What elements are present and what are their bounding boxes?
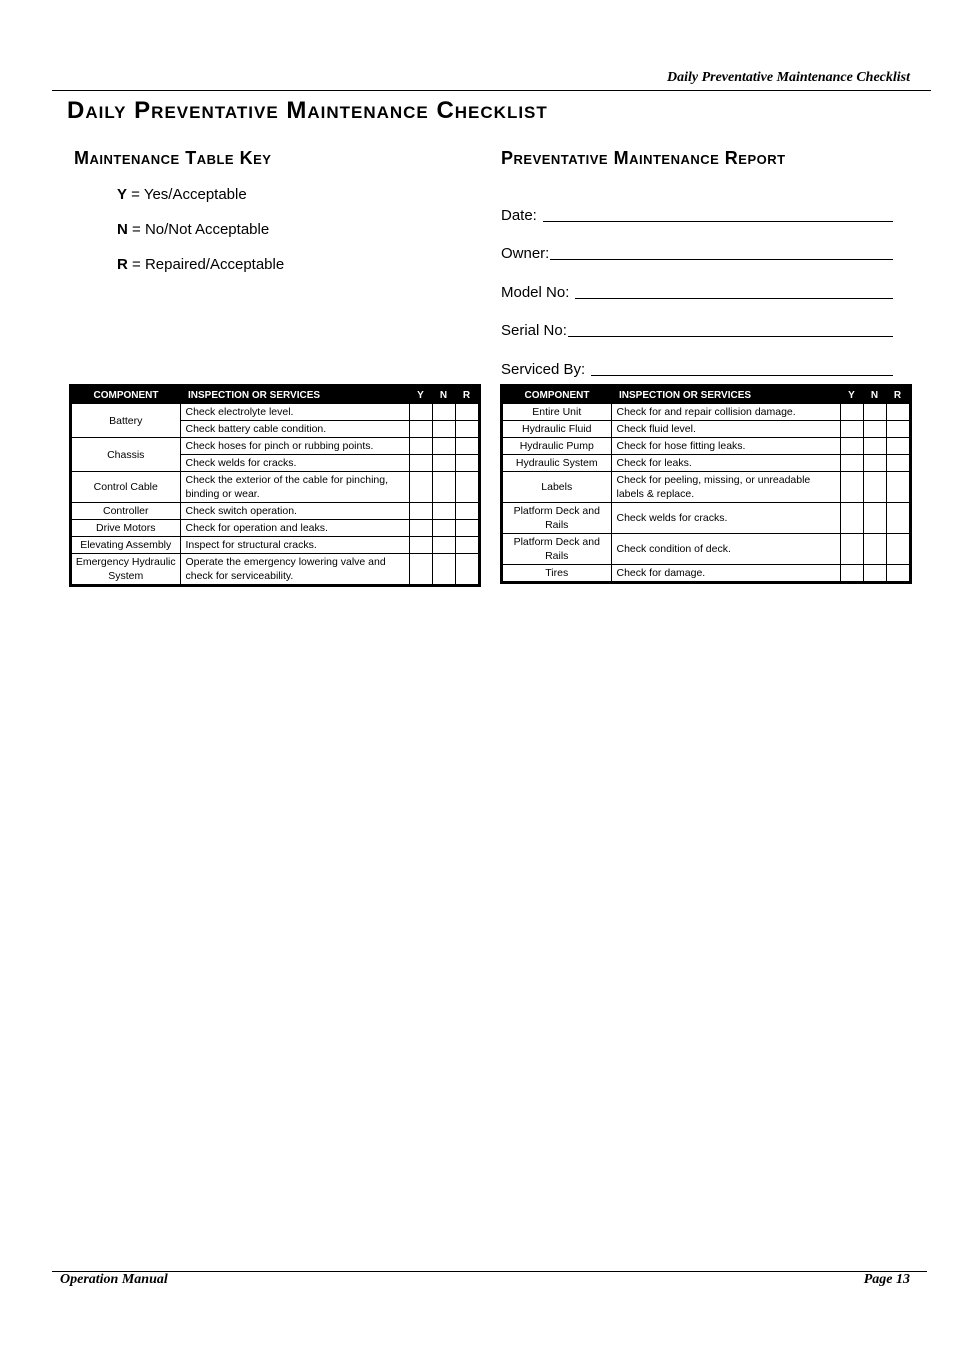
component-cell: Emergency Hydraulic System [71,554,181,586]
component-cell: Chassis [71,438,181,472]
y-checkbox[interactable] [409,438,432,455]
component-cell: Tires [502,565,612,583]
table-row [502,421,911,438]
r-checkbox[interactable] [455,520,480,537]
serviced-by-field[interactable] [501,340,893,379]
column-header-component: COMPONENT [502,386,612,404]
serial-no-label: Serial No: [501,322,567,339]
model-no-label: Model No: [501,283,570,301]
component-cell: Labels [502,472,612,503]
r-checkbox[interactable] [886,472,911,503]
y-checkbox[interactable] [840,565,863,583]
y-checkbox[interactable] [840,438,863,455]
component-cell: Hydraulic System [502,455,612,472]
column-header-y: Y [840,386,863,404]
table-row [502,565,911,583]
model-no-field[interactable] [501,263,893,302]
n-checkbox[interactable] [432,472,455,503]
y-checkbox[interactable] [840,472,863,503]
report-form [501,186,893,379]
table-row [502,503,911,534]
r-checkbox[interactable] [886,404,911,421]
column-header-inspection: INSPECTION OR SERVICES [180,386,409,404]
inspection-cell: Check welds for cracks. [611,503,840,534]
n-checkbox[interactable] [432,537,455,554]
n-checkbox[interactable] [432,554,455,586]
column-header-n: N [863,386,886,404]
component-cell: Hydraulic Fluid [502,421,612,438]
key-code: N [117,221,128,238]
footer-manual-title: Operation Manual [60,1272,168,1287]
table-header-row [71,386,480,404]
y-checkbox[interactable] [409,455,432,472]
y-checkbox[interactable] [840,404,863,421]
owner-label: Owner: [501,245,550,262]
column-header-r: R [886,386,911,404]
y-checkbox[interactable] [840,455,863,472]
header-rule [52,90,931,91]
y-checkbox[interactable] [409,404,432,421]
y-checkbox[interactable] [409,503,432,520]
footer-rule [52,1271,927,1272]
model-no-blank-line[interactable] [575,297,893,299]
table-row [502,534,911,565]
key-code: R [117,256,128,273]
table-key-list [117,185,284,290]
r-checkbox[interactable] [886,565,911,583]
r-checkbox[interactable] [455,537,480,554]
inspection-cell: Check for leaks. [611,455,840,472]
key-item-no [117,220,284,255]
column-header-component: COMPONENT [71,386,181,404]
component-cell: Platform Deck and Rails [502,503,612,534]
column-header-y: Y [409,386,432,404]
table-row [502,404,911,421]
column-header-n: N [432,386,455,404]
component-cell: Platform Deck and Rails [502,534,612,565]
r-checkbox[interactable] [455,554,480,586]
serviced-by-blank-line[interactable] [591,374,893,376]
inspection-cell: Check hoses for pinch or rubbing points. [180,438,409,455]
date-blank-line[interactable] [543,220,893,222]
date-field[interactable] [501,186,893,225]
key-item-repaired [117,255,284,290]
inspection-cell: Check for hose fitting leaks. [611,438,840,455]
n-checkbox[interactable] [863,421,886,438]
n-checkbox[interactable] [863,503,886,534]
running-header: Daily Preventative Maintenance Checklist [666,70,910,85]
r-checkbox[interactable] [455,472,480,503]
serial-no-blank-line[interactable] [568,335,893,337]
date-label: Date: [501,206,537,224]
inspection-cell: Check welds for cracks. [180,455,409,472]
table-row [502,472,911,503]
component-cell: Drive Motors [71,520,181,537]
inspection-cell: Check for damage. [611,565,840,583]
y-checkbox[interactable] [409,537,432,554]
inspection-cell: Check condition of deck. [611,534,840,565]
table-row [71,520,480,537]
inspection-cell: Check for peeling, missing, or unreadable labels & replace. [611,472,840,503]
n-checkbox[interactable] [863,455,886,472]
n-checkbox[interactable] [863,565,886,583]
n-checkbox[interactable] [432,421,455,438]
checklist-table-left [69,384,481,587]
y-checkbox[interactable] [840,534,863,565]
r-checkbox[interactable] [886,455,911,472]
key-text: = Yes/Acceptable [127,186,247,203]
component-cell: Controller [71,503,181,520]
owner-field[interactable] [501,225,893,264]
n-checkbox[interactable] [863,534,886,565]
key-item-yes [117,185,284,220]
component-cell: Entire Unit [502,404,612,421]
table-row [71,537,480,554]
r-checkbox[interactable] [886,503,911,534]
checklist-table-right [500,384,912,584]
r-checkbox[interactable] [886,438,911,455]
n-checkbox[interactable] [432,438,455,455]
inspection-cell: Check fluid level. [611,421,840,438]
n-checkbox[interactable] [432,520,455,537]
inspection-cell: Check for operation and leaks. [180,520,409,537]
n-checkbox[interactable] [432,455,455,472]
column-header-inspection: INSPECTION OR SERVICES [611,386,840,404]
serial-no-field[interactable] [501,302,893,341]
n-checkbox[interactable] [863,404,886,421]
inspection-cell: Check battery cable condition. [180,421,409,438]
report-title: Preventative Maintenance Report [501,148,786,168]
r-checkbox[interactable] [455,404,480,421]
table-row [502,438,911,455]
inspection-cell: Check for and repair collision damage. [611,404,840,421]
r-checkbox[interactable] [455,438,480,455]
n-checkbox[interactable] [863,438,886,455]
component-cell: Battery [71,404,181,438]
component-cell: Hydraulic Pump [502,438,612,455]
n-checkbox[interactable] [432,404,455,421]
inspection-cell: Check electrolyte level. [180,404,409,421]
y-checkbox[interactable] [409,421,432,438]
footer-page-number: Page 13 [863,1272,910,1287]
table-row [71,472,480,503]
key-text: = Repaired/Acceptable [127,256,285,273]
inspection-cell: Check the exterior of the cable for pinching, binding or wear. [180,472,409,503]
inspection-cell: Inspect for structural cracks. [180,537,409,554]
table-key-title: Maintenance Table Key [74,148,272,168]
y-checkbox[interactable] [840,421,863,438]
serviced-by-label: Serviced By: [501,360,586,378]
component-cell: Control Cable [71,472,181,503]
y-checkbox[interactable] [409,554,432,586]
y-checkbox[interactable] [409,472,432,503]
inspection-cell: Check switch operation. [180,503,409,520]
r-checkbox[interactable] [455,503,480,520]
table-row [71,404,480,421]
owner-blank-line[interactable] [550,258,893,260]
table-row [71,503,480,520]
table-row [71,438,480,455]
r-checkbox[interactable] [455,455,480,472]
key-code: Y [117,186,128,203]
key-text: = No/Not Acceptable [127,221,270,238]
inspection-cell: Operate the emergency lowering valve and check for serviceability. [180,554,409,586]
component-cell: Elevating Assembly [71,537,181,554]
column-header-r: R [455,386,480,404]
table-row [502,455,911,472]
r-checkbox[interactable] [886,421,911,438]
n-checkbox[interactable] [863,472,886,503]
y-checkbox[interactable] [409,520,432,537]
r-checkbox[interactable] [455,421,480,438]
n-checkbox[interactable] [432,503,455,520]
r-checkbox[interactable] [886,534,911,565]
y-checkbox[interactable] [840,503,863,534]
page-title: Daily Preventative Maintenance Checklist [67,97,548,124]
table-row [71,554,480,586]
table-header-row [502,386,911,404]
